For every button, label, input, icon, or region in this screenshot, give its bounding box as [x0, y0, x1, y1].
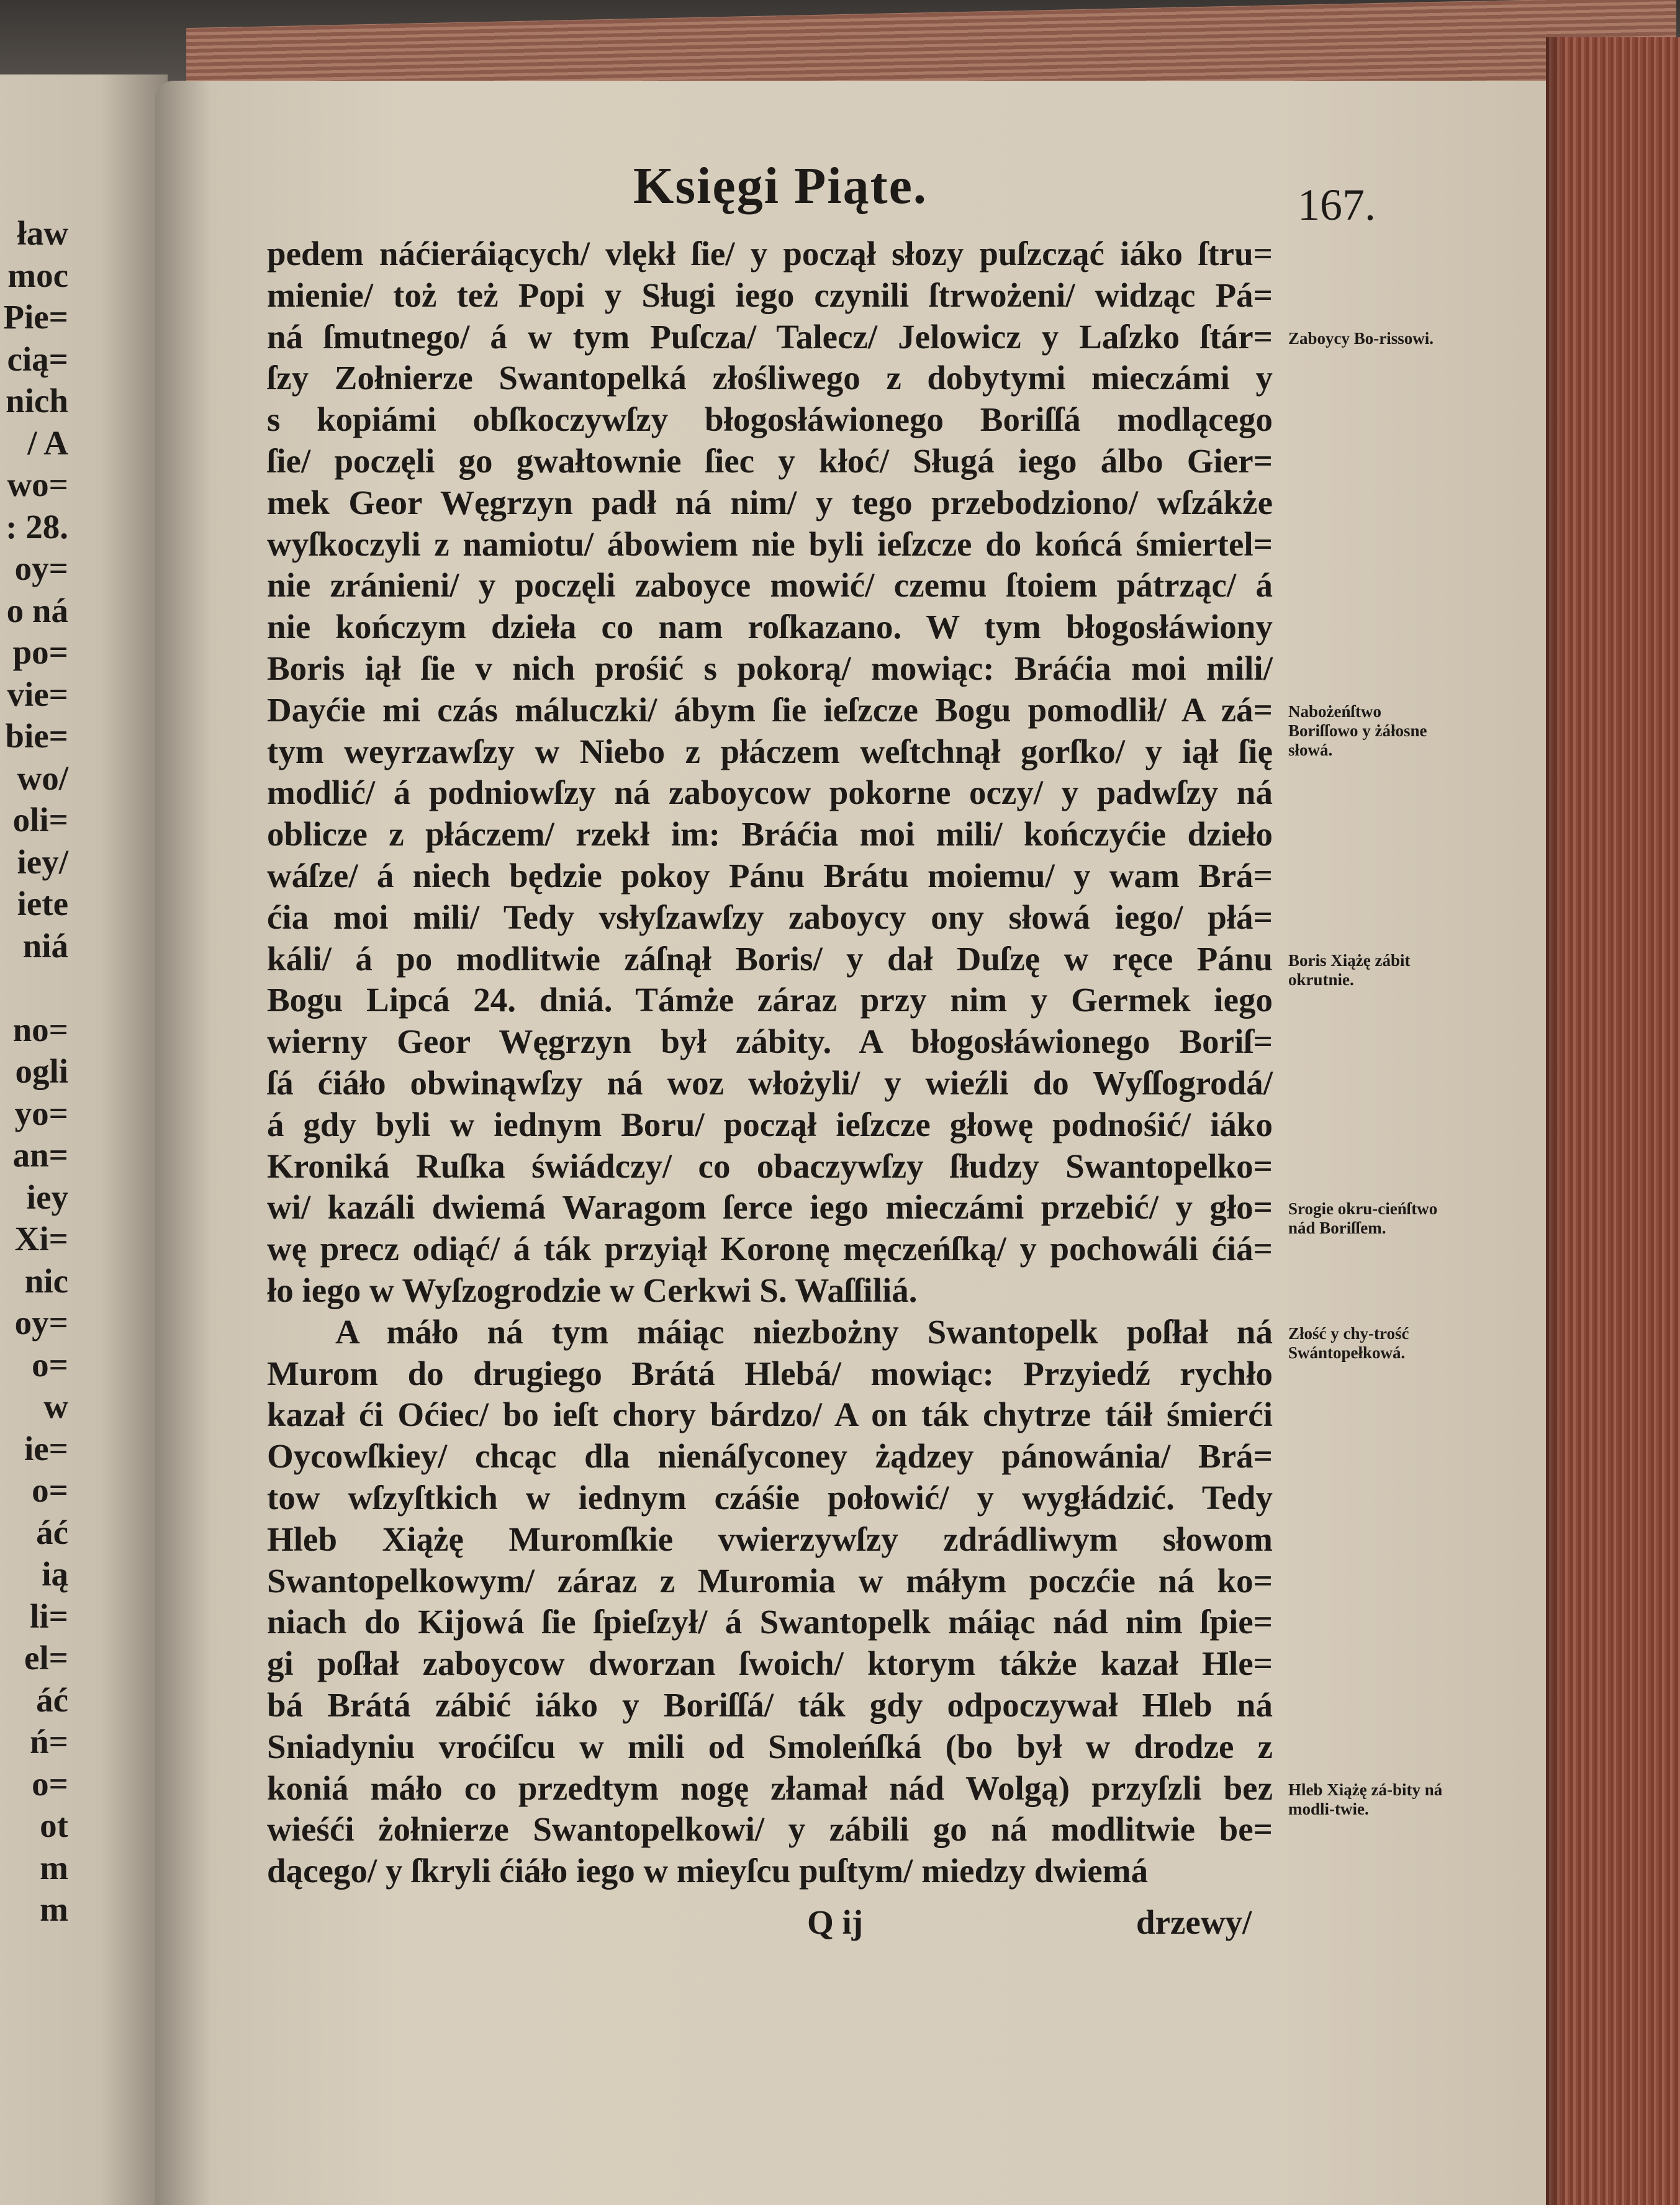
text-line: á gdy byli w iednym Boru/ począł ieſzcze głowę podnośić/ iáko: [267, 1105, 1273, 1143]
text-line: mek Geor Węgrzyn padł ná nim/ y tego przebodziono/ wſzákże: [267, 483, 1273, 521]
margin-note: Złość y chy-trość Swántopełkowá.: [1288, 1323, 1409, 1362]
left-page-fragment: o=: [32, 1764, 68, 1803]
text-line: dącego/ y ſkryli ćiáło iego w mieyſcu puſtym/ miedzy dwiemá: [267, 1852, 1149, 1890]
left-page-fragment: nich: [6, 382, 68, 420]
left-page-fragment: m: [40, 1890, 68, 1928]
text-line: Sniadyniu vroćiſcu w mili od Smoleńſká (bo był w drodze z: [267, 1727, 1273, 1765]
text-line: káli/ á po modlitwie záſnął Boris/ y dał Duſzę w ręce Pánu: [267, 939, 1273, 978]
text-line: wyſkoczyli z namiotu/ ábowiem nie byli ieſzcze do końcá śmiertel=: [267, 525, 1273, 563]
left-page-fragment: o=: [32, 1345, 68, 1384]
left-page-fragment: / A: [27, 423, 68, 462]
text-line: Swantopelkowym/ záraz z Muromia w máłym poczćie ná ko=: [267, 1561, 1273, 1600]
left-page-fragment: w: [43, 1387, 68, 1425]
text-line: wieśći żołnierze Swantopelkowi/ y zábili go ná modlitwie be=: [267, 1810, 1273, 1849]
text-line: Bogu Lipcá 24. dniá. Támże záraz przy nim y Germek iego: [267, 981, 1273, 1019]
text-line: Hleb Xiążę Muromſkie vwierzywſzy zdrádliwym słowom: [267, 1520, 1273, 1558]
left-page-fragment: el=: [24, 1639, 68, 1677]
left-page-fragment: cią=: [7, 340, 68, 378]
left-page-fragment: o=: [32, 1471, 68, 1509]
text-line: ćia moi mili/ Tedy vsłyſzawſzy zaboycy ony słowá iego/ płá=: [267, 898, 1273, 936]
text-line: wáſze/ á niech będzie pokoy Pánu Brátu moiemu/ y wam Brá=: [267, 857, 1273, 895]
left-page-fragment: vie=: [7, 675, 68, 713]
text-line: wę precz odiąć/ á ták przyiął Koronę męczeńſką/ y pochowáli ćiá=: [267, 1230, 1273, 1268]
left-page-fragment: niá: [22, 926, 68, 965]
text-line: niach do Kijowá ſie ſpieſzył/ á Swantopelk máiąc nád nim ſpie=: [267, 1603, 1273, 1641]
left-page-fragment: iete: [17, 885, 68, 922]
text-line: nie zránieni/ y poczęli zaboyce mowić/ czemu ſtoiem pátrząc/ á: [267, 566, 1273, 605]
catchword: drzewy/: [1136, 1903, 1252, 1941]
margin-note: Nabożeńſtwo Boriſſowo y żáłosne słowá.: [1288, 701, 1427, 759]
text-line: oblicze z płáczem/ rzekł im: Bráćia moi mili/ kończyćie dzieło: [267, 815, 1273, 854]
left-page-fragment: iey: [26, 1178, 68, 1216]
margin-note: Boris Xiążę zábit okrutnie.: [1288, 950, 1411, 989]
text-line: ſá ćiáło obwinąwſzy ná woz włożyli/ y wieźli do Wyſſogrodá/: [267, 1064, 1273, 1102]
left-page-fragment: li=: [30, 1597, 68, 1635]
text-line: pedem náćieráiących/ vlękł ſie/ y począł słozy puſzcząć iáko ſtru=: [267, 235, 1273, 273]
text-line: A máło ná tym máiąc niezbożny Swantopelk poſłał ná: [335, 1312, 1273, 1351]
left-page-fragment: iey/: [17, 842, 68, 881]
left-page-fragment: oy=: [14, 1304, 68, 1341]
text-line: ſzy Zołnierze Swantopelká złośliwego z dobytymi mieczámi y: [267, 359, 1273, 397]
left-page-fragment: áć: [36, 1680, 68, 1719]
margin-note: Hleb Xiążę zá-bity ná modli-twie.: [1288, 1780, 1443, 1818]
text-line: Kroniká Ruſka świádczy/ co obaczywſzy ſłudzy Swantopelko=: [267, 1147, 1273, 1185]
left-page-fragment: no=: [12, 1010, 68, 1048]
left-page-fragment: ogli: [15, 1052, 68, 1090]
text-line: mienie/ toż też Popi y Sługi iego czynili ſtrwożeni/ widząc Pá=: [267, 276, 1273, 314]
text-line: ná ſmutnego/ á w tym Puſcza/ Talecz/ Jelowicz y Laſzko ſtár=: [267, 317, 1273, 356]
text-line: Murom do drugiego Brátá Hlebá/ mowiąc: Przyiedź rychło: [267, 1354, 1273, 1392]
left-page-fragment: m: [40, 1848, 68, 1887]
text-line: ło iego w Wyſzogrodzie w Cerkwi S. Waſſiliá.: [267, 1271, 918, 1309]
left-page-fragment: ie=: [24, 1429, 68, 1468]
left-page-fragment: Xi=: [14, 1220, 68, 1258]
text-line: tym weyrzawſzy w Niebo z płáczem weſtchnął gorſko/ y iął ſię: [267, 732, 1273, 770]
left-page-fragment: ń=: [30, 1723, 68, 1761]
text-line: koniá máło co przedtym nogę złamał nád Wolgą) przyſzli bez: [267, 1769, 1273, 1807]
text-line: Boris iął ſie v nich prośić s pokorą/ mowiąc: Bráćia moi mili/: [267, 649, 1273, 687]
book-fore-edge: [1546, 37, 1680, 2205]
text-line: Oycowſkiey/ chcąc dla nienáſyconey żądzey pánowánia/ Brá=: [267, 1437, 1273, 1476]
left-page-fragment: wo=: [7, 466, 68, 503]
text-line: gi poſłał zaboycow dworzan ſwoich/ ktorym tákże kazał Hle=: [267, 1644, 1273, 1683]
left-page-fragment: an=: [12, 1136, 68, 1174]
left-page-fragment: bie=: [5, 717, 68, 755]
left-page-fragment: ot: [40, 1806, 68, 1844]
text-line: nie kończym dzieła co nam roſkazano. W tym błogosłáwiony: [267, 608, 1273, 646]
text-line: s kopiámi obſkoczywſzy błogosłáwionego Boriſſá modlącego: [267, 400, 1273, 439]
page-number: 167.: [1298, 180, 1376, 230]
fore-edge-shadow: [1546, 37, 1565, 2205]
left-page-fragment: áć: [36, 1513, 68, 1551]
text-line: tow wſzyſtkich w iednym czáśie połowić/ y wygłádzić. Tedy: [267, 1479, 1273, 1517]
left-page-fragment: oy=: [14, 549, 68, 587]
left-page-fragment: ią: [42, 1555, 68, 1593]
signature-mark: Q ij: [807, 1903, 864, 1941]
running-head: Księgi Piąte.: [633, 157, 928, 215]
left-page-fragment: Pie=: [3, 298, 68, 336]
text-line: kazał ći Oćiec/ bo ieſt chory bárdzo/ A on ták chytrze táił śmierći: [267, 1396, 1273, 1434]
text-line: ſie/ poczęli go gwałtownie ſiec y kłoć/ Sługá iego álbo Gier=: [267, 442, 1273, 480]
text-line: bá Brátá zábić iáko y Boriſſá/ ták gdy odpoczywał Hleb ná: [267, 1686, 1273, 1724]
left-page-fragment: moc: [7, 256, 68, 294]
margin-note: Zaboycy Bo-rissowi.: [1288, 328, 1434, 348]
left-page-fragment: nic: [24, 1261, 68, 1300]
margin-note: Srogie okru-cieńſtwo nád Boriſſem.: [1288, 1199, 1438, 1238]
text-line: Dayćie mi czás máluczki/ ábym ſie ieſzcze Bogu pomodlił/ A zá=: [267, 690, 1273, 729]
left-page-fragment: wo/: [17, 759, 68, 797]
left-page-fragment: : 28.: [6, 507, 68, 546]
text-line: wierny Geor Węgrzyn był zábity. A błogosłáwionego Boriſ=: [267, 1022, 1273, 1061]
left-page-fragment: po=: [12, 633, 68, 671]
left-page-fragment: yo=: [14, 1094, 68, 1132]
text-line: wi/ kazáli dwiemá Waragom ſerce iego mieczámi przebić/ y gło=: [267, 1188, 1273, 1227]
text-line: modlić/ á podniowſzy ná zaboycow pokorne oczy/ y padwſzy ná: [267, 773, 1273, 812]
left-page-fragment: ław: [17, 214, 68, 252]
left-page-fragment: o ná: [6, 591, 68, 629]
left-page-fragment: oli=: [12, 801, 68, 839]
